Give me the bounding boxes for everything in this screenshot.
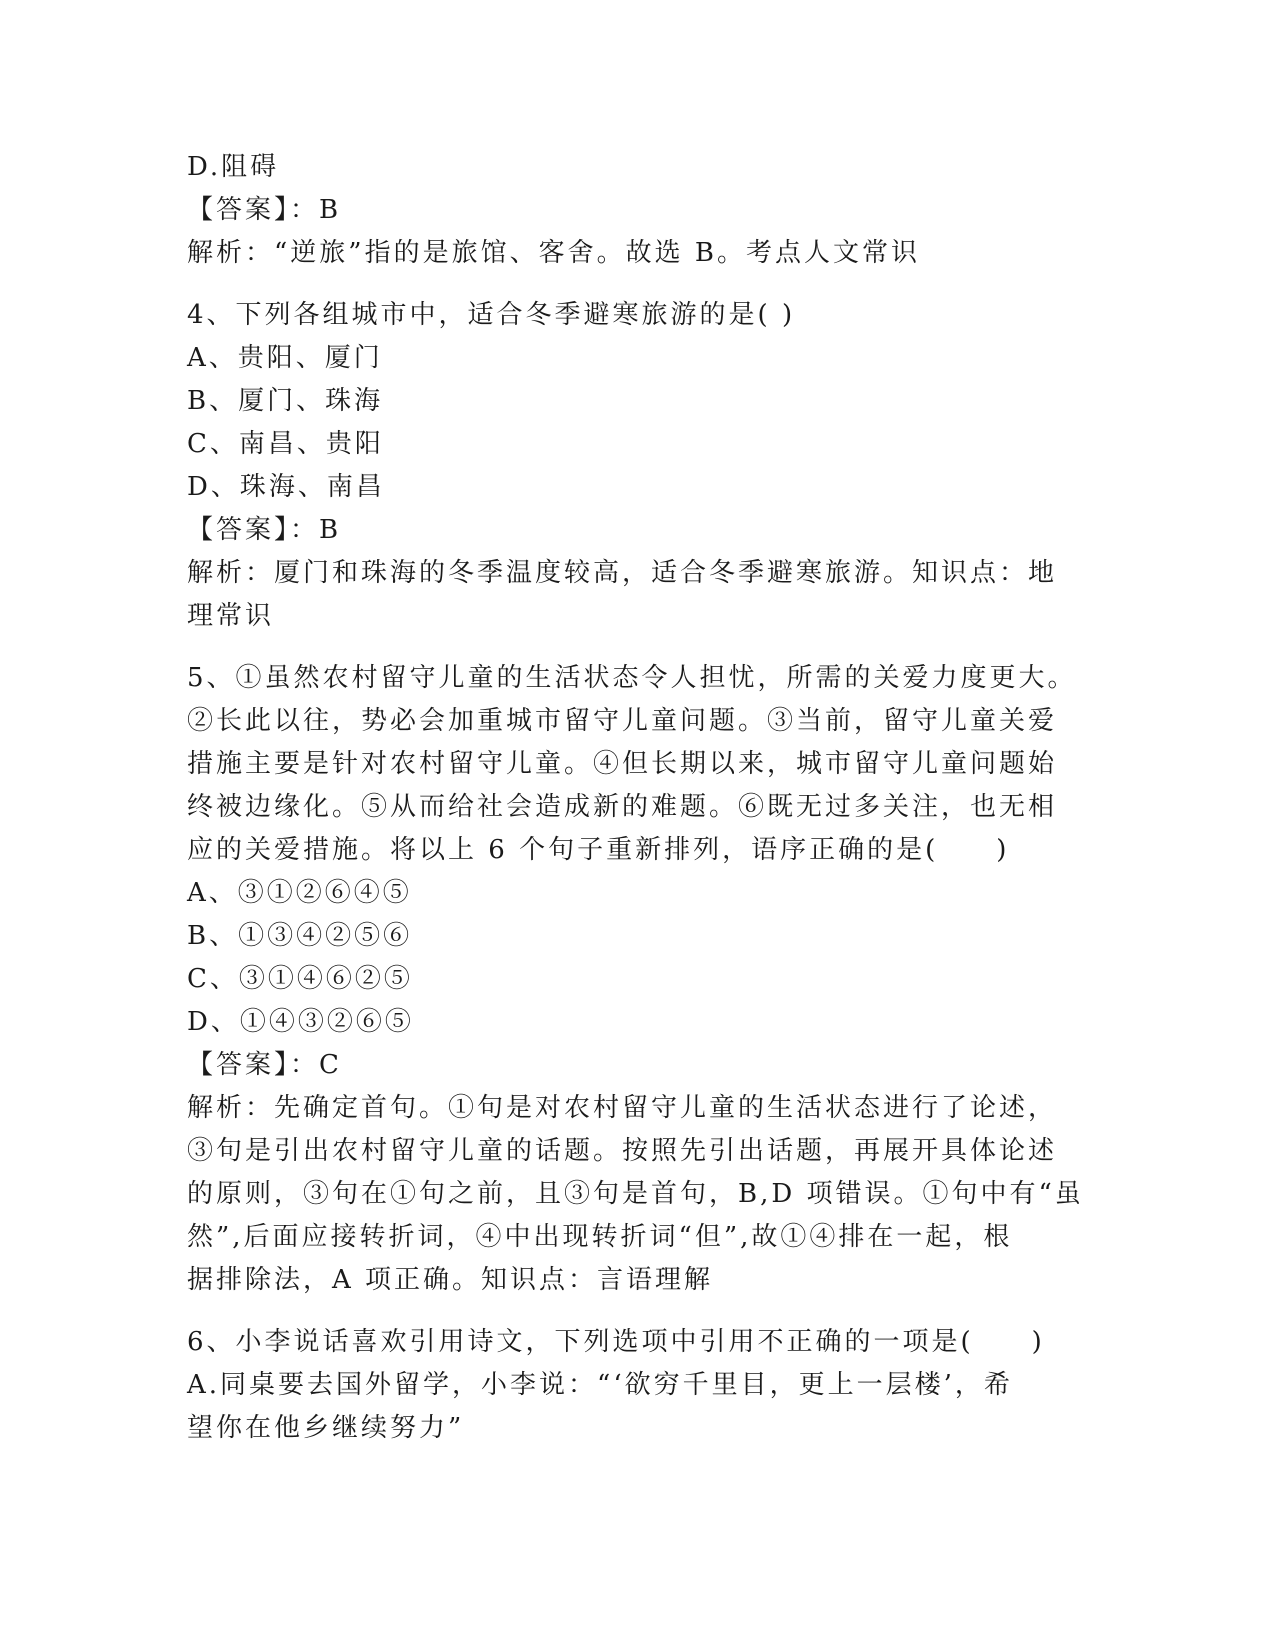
q5-stem-line-2: ②长此以往，势必会加重城市留守儿童问题。③当前，留守儿童关爱 [187, 706, 1058, 736]
exam-content [187, 146, 1087, 1450]
q5-analysis-line-2: ③句是引出农村留守儿童的话题。按照先引出话题，再展开具体论述 [187, 1136, 1058, 1166]
q4-analysis-line-2: 理常识 [187, 601, 275, 631]
q5-analysis-line-1: 解析：先确定首句。①句是对农村留守儿童的生活状态进行了论述， [187, 1093, 1058, 1123]
q5-stem-line-3: 措施主要是针对农村留守儿童。④但长期以来，城市留守儿童问题始 [187, 749, 1058, 779]
q6-option-a-line-2: 望你在他乡继续努力” [187, 1413, 465, 1443]
q5-option-c: C、③①④⑥②⑤ [187, 964, 413, 994]
q5-stem-line-4: 终被边缘化。⑤从而给社会造成新的难题。⑥既无过多关注，也无相 [187, 792, 1058, 822]
q5-option-d: D、①④③②⑥⑤ [187, 1007, 414, 1037]
q3-analysis: 解析：“逆旅”指的是旅馆、客舍。故选 B。考点人文常识 [187, 238, 920, 268]
q6-stem: 6、小李说话喜欢引用诗文，下列选项中引用不正确的一项是( ) [187, 1327, 1045, 1357]
q4-stem: 4、下列各组城市中，适合冬季避寒旅游的是( ) [187, 300, 796, 330]
q5-option-a: A、③①②⑥④⑤ [187, 878, 412, 908]
q4-option-c: C、南昌、贵阳 [187, 429, 384, 459]
q4-analysis-line-1: 解析：厦门和珠海的冬季温度较高，适合冬季避寒旅游。知识点：地 [187, 558, 1058, 588]
q4-option-d: D、珠海、南昌 [187, 472, 385, 502]
q3-answer: 【答案】：B [187, 195, 342, 225]
q4-option-b: B、厦门、珠海 [187, 386, 384, 416]
q5-analysis-line-5: 据排除法，A 项正确。知识点：言语理解 [187, 1265, 714, 1295]
q5-stem-line-5: 应的关爱措施。将以上 6 个句子重新排列，语序正确的是( ) [187, 835, 1010, 865]
q5-stem-line-1: 5、①虽然农村留守儿童的生活状态令人担忧，所需的关爱力度更大。 [187, 663, 1077, 693]
q6-option-a-line-1: A.同桌要去国外留学，小李说：“‘欲穷千里目，更上一层楼’，希 [187, 1370, 1013, 1400]
q5-option-b: B、①③④②⑤⑥ [187, 921, 413, 951]
q5-answer: 【答案】：C [187, 1050, 342, 1080]
q3-option-d: D.阻碍 [187, 152, 280, 182]
q5-analysis-line-4: 然”,后面应接转折词，④中出现转折词“但”,故①④排在一起，根 [187, 1222, 1013, 1252]
q4-option-a: A、贵阳、厦门 [187, 343, 383, 373]
q5-analysis-line-3: 的原则，③句在①句之前，且③句是首句，B,D 项错误。①句中有“虽 [187, 1179, 1084, 1209]
q4-answer: 【答案】：B [187, 515, 342, 545]
